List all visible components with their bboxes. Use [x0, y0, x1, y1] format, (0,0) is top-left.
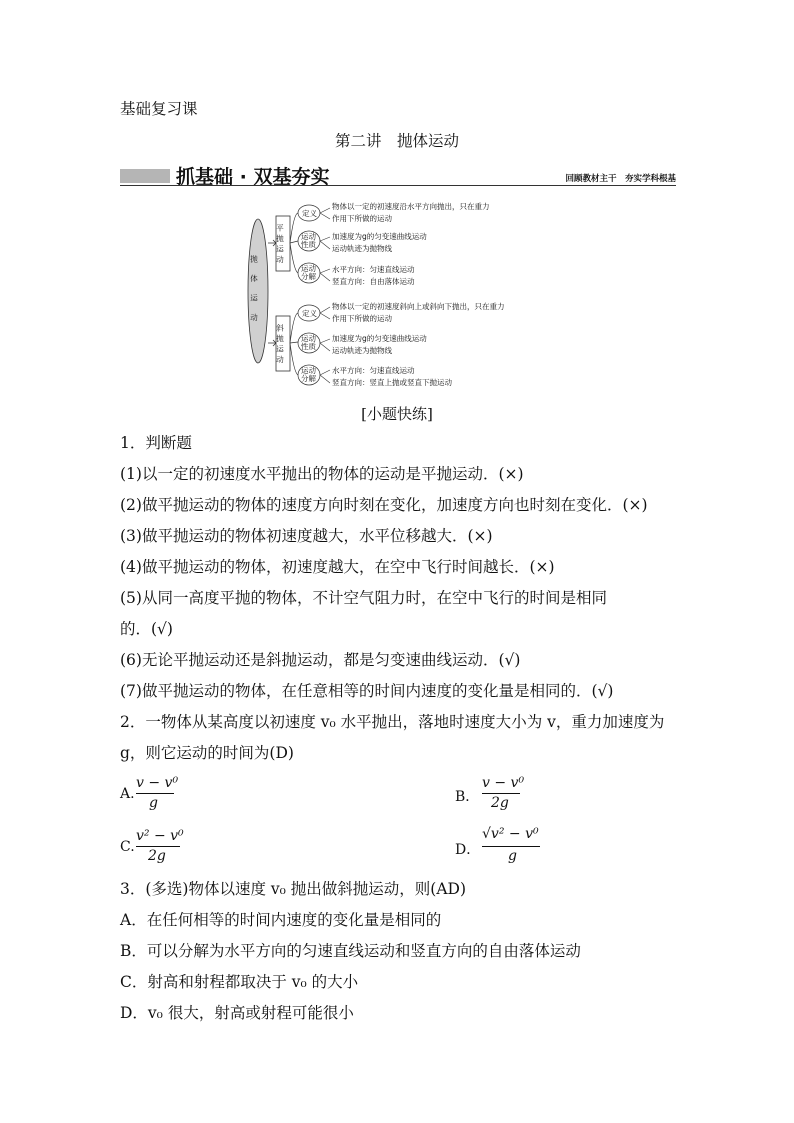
q2-option-b-denominator: 2g	[491, 795, 509, 811]
practice-title: [小题快练]	[361, 405, 433, 423]
banner-tag: 回顾教材主干 夯实学科根基	[565, 174, 676, 184]
branch2-label: 斜抛运动	[275, 324, 285, 366]
course-type: 基础复习课	[120, 100, 198, 118]
q3-stem: 3．(多选)物体以速度 v₀ 抛出做斜抛运动，则(AD)	[120, 880, 466, 898]
q1-item: (2)做平抛运动的物体的速度方向时刻在变化，加速度方向也时刻在变化．(×)	[120, 496, 648, 514]
b1-decomp-label: 运动分解	[301, 264, 316, 281]
b1-decomp-line2: 竖直方向：自由落体运动	[332, 277, 415, 286]
q2-option-a-label: A.	[120, 786, 135, 802]
b1-def-label: 定义	[302, 209, 317, 218]
q2-option-d-label: D．	[455, 842, 481, 858]
q2-option-b-label: B．	[455, 789, 480, 805]
q3-option: D．v₀ 很大，射高或射程可能很小	[120, 1004, 354, 1022]
b1-prop-line2: 运动轨迹为抛物线	[332, 244, 392, 253]
b1-decomp-line1: 水平方向：匀速直线运动	[332, 265, 415, 274]
q1-item: (3)做平抛运动的物体初速度越大，水平位移越大．(×)	[120, 527, 493, 545]
b2-decomp-label: 运动分解	[301, 366, 316, 383]
b2-decomp-line2: 竖直方向：竖直上抛或竖直下抛运动	[332, 378, 452, 387]
b1-prop-label: 运动性质	[301, 232, 316, 249]
q2-option-c-fraction	[136, 828, 182, 868]
q2-option-b-numerator: v − v⁰	[482, 775, 525, 791]
b2-prop-line2: 运动轨迹为抛物线	[332, 346, 392, 355]
q3-option: A．在任何相等的时间内速度的变化量是相同的	[120, 911, 442, 929]
q3-option: B．可以分解为水平方向的匀速直线运动和竖直方向的自由落体运动	[120, 942, 581, 960]
b2-def-line1: 物体以一定的初速度斜向上或斜向下抛出，只在重力	[332, 302, 505, 311]
q2-option-a-fraction	[136, 775, 179, 815]
q2-option-a-numerator: v − v⁰	[136, 775, 179, 791]
q2-option-b-fraction	[482, 775, 525, 815]
lecture-title: 第二讲 抛体运动	[334, 132, 459, 150]
concept-diagram	[246, 193, 551, 393]
section-banner	[120, 164, 676, 186]
q3-option: C．射高和射程都取决于 v₀ 的大小	[120, 973, 359, 991]
b1-def-line2: 作用下所做的运动	[332, 214, 392, 223]
q2-option-d-fraction	[482, 826, 542, 868]
root-label: 抛体运动	[249, 255, 259, 333]
banner-bar	[120, 169, 170, 183]
banner-rule	[120, 185, 676, 186]
q1-title: 1．判断题	[120, 434, 192, 452]
q1-item: (1)以一定的初速度水平抛出的物体的运动是平抛运动．(×)	[120, 465, 524, 483]
b2-def-line2: 作用下所做的运动	[332, 314, 392, 323]
q2-option-a-denominator: g	[149, 795, 158, 811]
q2-option-d-numerator: √v² − v⁰	[482, 826, 539, 842]
q2-stem-line1: 2．一物体从某高度以初速度 v₀ 水平抛出，落地时速度大小为 v，重力加速度为	[120, 713, 665, 731]
b2-prop-line1: 加速度为g的匀变速曲线运动	[332, 334, 427, 343]
q1-item: (4)做平抛运动的物体，初速度越大，在空中飞行时间越长．(×)	[120, 558, 555, 576]
branch1-label: 平抛运动	[275, 224, 285, 266]
q1-item: 的．(√)	[120, 620, 173, 638]
fraction-line	[482, 846, 540, 847]
banner-title: 抓基础 · 双基夯实	[176, 166, 330, 188]
b2-def-label: 定义	[302, 309, 317, 318]
q1-item: (5)从同一高度平抛的物体，不计空气阻力时，在空中飞行的时间是相同	[120, 589, 607, 607]
fraction-line	[136, 846, 180, 847]
q2-option-c-denominator: 2g	[148, 848, 166, 864]
b2-prop-label: 运动性质	[301, 334, 316, 351]
q2-option-c-label: C.	[120, 839, 135, 855]
q2-stem-line2: g，则它运动的时间为(D)	[120, 744, 294, 762]
b1-def-line1: 物体以一定的初速度沿水平方向抛出，只在重力	[332, 202, 490, 211]
fraction-line	[136, 793, 174, 794]
b1-prop-line1: 加速度为g的匀变速曲线运动	[332, 232, 427, 241]
q1-item: (6)无论平抛运动还是斜抛运动，都是匀变速曲线运动．(√)	[120, 651, 521, 669]
fraction-line	[482, 793, 520, 794]
q2-option-c-numerator: v² − v⁰	[136, 828, 184, 844]
b2-decomp-line1: 水平方向：匀速直线运动	[332, 366, 415, 375]
q1-item: (7)做平抛运动的物体，在任意相等的时间内速度的变化量是相同的．(√)	[120, 682, 614, 700]
q2-option-d-denominator: g	[508, 848, 517, 864]
